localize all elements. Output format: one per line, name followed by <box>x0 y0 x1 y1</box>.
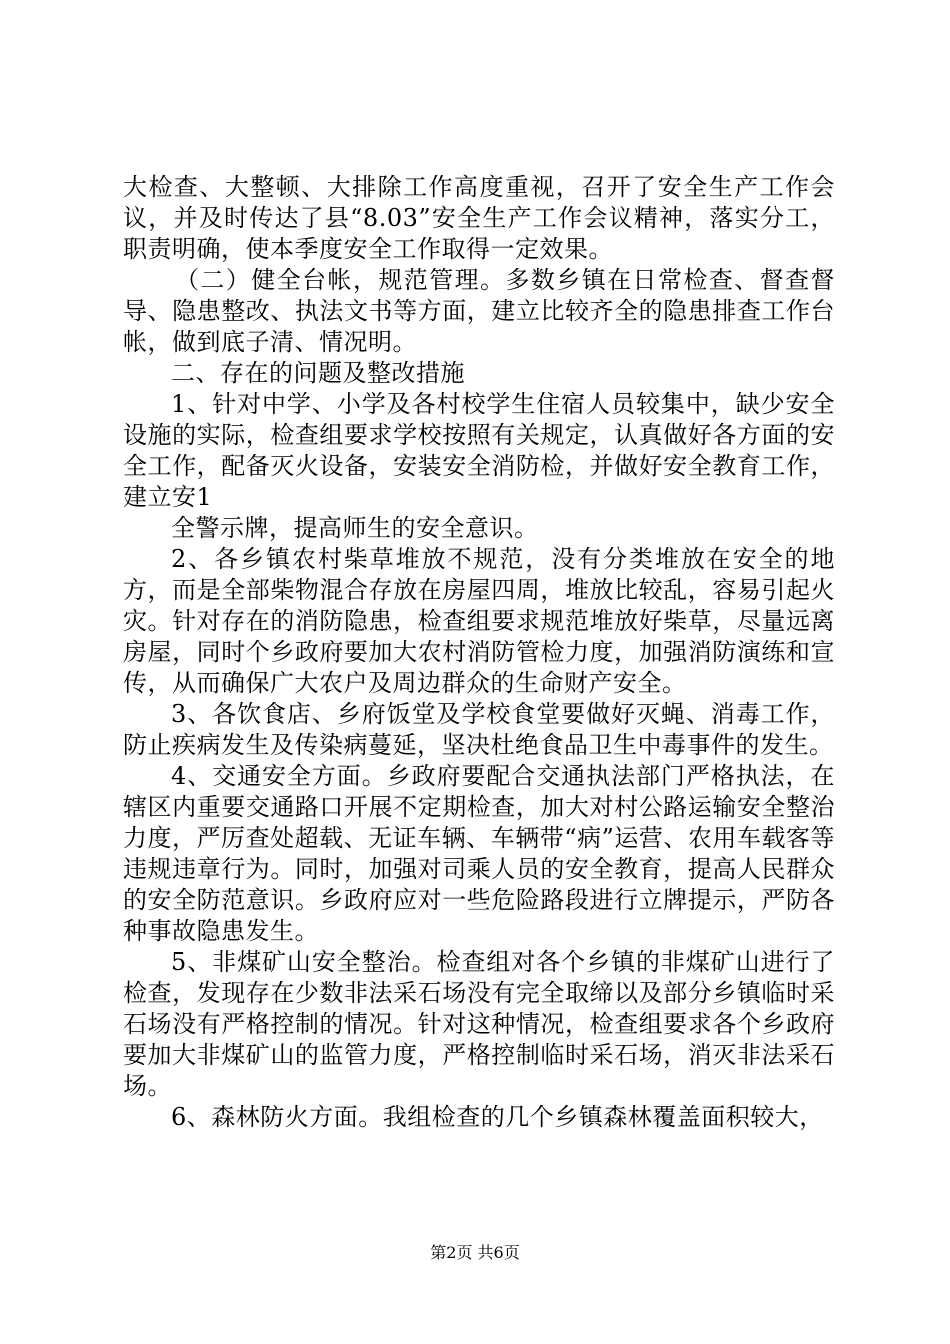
paragraph-item-2: 2、各乡镇农村柴草堆放不规范，没有分类堆放在安全的地方，而是全部柴物混合存放在房屋四周，堆放比较乱，容易引起火灾。针对存在的消防隐患，检查组要求规范堆放好柴草，尽量远离房屋，同时个乡政府要加大农村消防管检力度，加强消防演练和宣传，从而确保广大农户及周边群众的生命财产安全。 <box>123 545 835 697</box>
paragraph-item-1-continued: 全警示牌，提高师生的安全意识。 <box>171 514 539 542</box>
document-body <box>123 172 835 1133</box>
paragraph-1: 大检查、大整顿、大排除工作高度重视，召开了安全生产工作会议，并及时传达了县“8.03”安全生产工作会议精神，落实分工，职责明确，使本季度安全工作取得一定效果。 <box>123 173 835 263</box>
paragraph-item-3: 3、各饮食店、乡府饭堂及学校食堂要做好灭蝇、消毒工作，防止疾病发生及传染病蔓延，坚决杜绝食品卫生中毒事件的发生。 <box>123 700 835 759</box>
paragraph-2: （二）健全台帐，规范管理。多数乡镇在日常检查、督查督导、隐患整改、执法文书等方面，建立比较齐全的隐患排查工作台帐，做到底子清、情况明。 <box>123 266 835 356</box>
paragraph-item-4: 4、交通安全方面。乡政府要配合交通执法部门严格执法，在辖区内重要交通路口开展不定期检查，加大对村公路运输安全整治力度，严厉查处超载、无证车辆、车辆带“病”运营、农用车载客等违规违章行为。同时，加强对司乘人员的安全教育，提高人民群众的安全防范意识。乡政府应对一些危险路段进行立牌提示，严防各种事故隐患发生。 <box>123 762 835 945</box>
paragraph-item-5: 5、非煤矿山安全整治。检查组对各个乡镇的非煤矿山进行了检查，发现存在少数非法采石场没有完全取缔以及部分乡镇临时采石场没有严格控制的情况。针对这种情况，检查组要求各个乡政府要加大非煤矿山的监管力度，严格控制临时采石场，消灭非法采石场。 <box>123 948 835 1100</box>
page-footer: 第2页 共6页 <box>430 1243 520 1262</box>
section-heading: 二、存在的问题及整改措施 <box>171 359 465 387</box>
paragraph-item-1: 1、针对中学、小学及各村校学生住宿人员较集中，缺少安全设施的实际，检查组要求学校按照有关规定，认真做好各方面的安全工作，配备灭火设备，安装安全消防检，并做好安全教育工作，建立安1 <box>123 390 835 511</box>
paragraph-item-6: 6、森林防火方面。我组检查的几个乡镇森林覆盖面积较大， <box>171 1103 824 1131</box>
